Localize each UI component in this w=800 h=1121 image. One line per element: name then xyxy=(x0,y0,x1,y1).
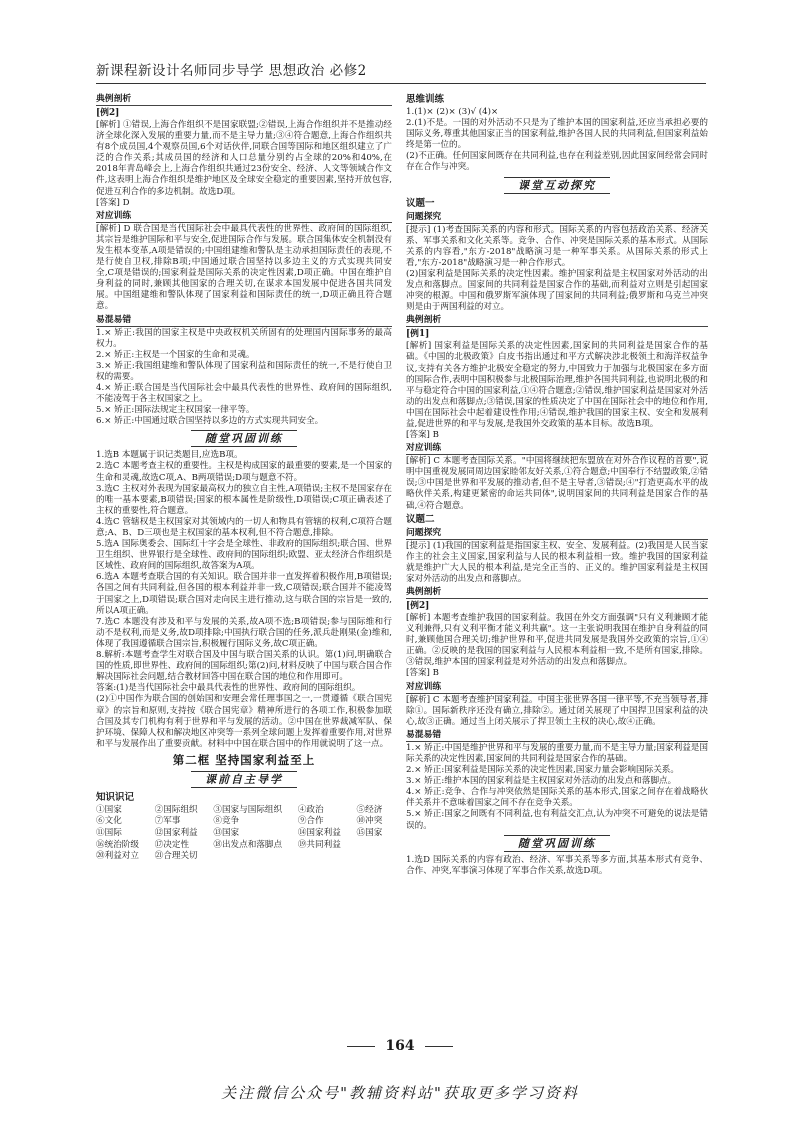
grid-cell: ⑪国际 xyxy=(96,828,122,839)
grid-cell xyxy=(357,851,393,863)
grid-cell: ⑰决定性 xyxy=(154,839,190,850)
list-item: 8.解析:本题考查学生对联合国及中国与联合国关系的认识。第(1)问,明确联合国的性质,即世界性、政府间的国际组织;第(2)问,材料反映了中国与联合国合作解决国际社会问题,结合教材回答中国在联合国的地位和作用即可。 xyxy=(96,650,392,683)
grid-cell: ⑥文化 xyxy=(96,816,122,827)
list-item: 5.× 矫正:国家之间既有不同利益,也有利益交汇点,认为冲突不可避免的说法是错误的。 xyxy=(406,809,708,831)
list-item: 1.选D 国际关系的内容有政治、经济、军事关系等多方面,其基本形式有竞争、合作、冲突,军事演习体现了军事合作关系,故选D项。 xyxy=(406,854,708,876)
footer-note: 关注微信公众号"教辅资料站"获取更多学习资料 xyxy=(221,1084,579,1102)
banner-text: 随堂巩固训练 xyxy=(504,835,610,852)
answer-paragraph: (2)①中国作为联合国的创始国和安理会常任理事国之一,一贯遵循《联合国宪章》的宗旨和原则,支持按《联合国宪章》精神所进行的各项工作,积极参加联合国及其专门机构有利于世界和平与发展的活动。②中国在世界裁减军队、保护环境、保障人权和解决地区冲突等一系列全球问题上发挥着重要作用,对世界和平与发展作出了重要贡献。材料中中国在联合国中的作用就说明了这一点。 xyxy=(96,694,392,749)
list-item: (2)不正确。任何国家间既存在共同利益,也存在利益差别,因此国家间经常会同时存在合作与冲突。 xyxy=(406,151,708,173)
section-label: 易混易错 xyxy=(96,314,392,327)
section-banner xyxy=(96,430,392,447)
grid-cell: ⑦军事 xyxy=(154,816,181,827)
page-header xyxy=(96,57,706,84)
section-banner xyxy=(406,835,708,852)
grid-cell xyxy=(213,851,291,863)
example-label: [例2] xyxy=(406,601,430,611)
divider xyxy=(347,1046,375,1047)
topic-heading: 议题一 xyxy=(406,197,435,209)
analysis-paragraph: [解析] C 本题考查维护国家利益。中国主张世界各国一律平等,不充当领导者,排除①。国际新秩序还没有确立,排除②。通过闭关展现了中国捍卫国家利益的决心,故③正确。通过当上闭关展示了捍卫领土主权的决心,故④正确。 xyxy=(406,694,708,727)
list-item: 2.× 矫正:主权是一个国家的生命和灵魂。 xyxy=(96,349,255,360)
section-label: 典例剖析 xyxy=(96,93,392,106)
list-item: 4.选C 管辖权是主权国家对其领域内的一切人和物具有管辖的权利,C项符合题意;A、B、D三项也是主权国家的基本权利,但不符合题意,排除。 xyxy=(96,516,392,538)
grid-cell: ⑨合作 xyxy=(297,816,324,827)
grid-cell: ⑫国家利益 xyxy=(154,828,198,839)
grid-cell: ㉑合理关切 xyxy=(154,851,198,862)
grid-cell: ⑧竞争 xyxy=(213,816,240,827)
list-item: 3.选C 主权对外表现为国家最高权力的独立自主性,A项错误;主权不是国家存在的唯一基本要素,B项错误;国家的根本属性是阶级性,D项错误;C项正确表述了主权的重要性,符合题意。 xyxy=(96,483,392,516)
grid-cell: ⑩冲突 xyxy=(356,816,383,827)
list-item: 1.× 矫正:我国的国家主权是中央政权机关所固有的处理国内国际事务的最高权力。 xyxy=(96,327,392,349)
list-item: 1.选B 本题属于识记类题目,应选B项。 xyxy=(96,450,243,461)
grid-cell: ③国家与国际组织 xyxy=(213,804,283,815)
knowledge-grid xyxy=(96,805,392,863)
grid-cell: ⑱出发点和落脚点 xyxy=(213,839,283,850)
grid-cell: ④政治 xyxy=(297,804,324,815)
list-item: 2.选C 本题考查主权的重要性。主权是构成国家的最重要的要素,是一个国家的生命和灵魂,故选C项,A、B两项错误;D项与题意不符。 xyxy=(96,461,392,483)
answer-line: [答案] D xyxy=(96,197,130,208)
grid-cell xyxy=(357,840,393,852)
section-label: 对应训练 xyxy=(406,681,708,694)
list-item: 3.× 矫正:我国组建维和警队体现了国家利益和国际责任的统一,不是行使自卫权的需要。 xyxy=(96,360,392,382)
hint-paragraph: [提示] (1)我国的国家利益是指国家主权、安全、发展利益。(2)我国是人民当家作主的社会主义国家,国家利益与人民的根本利益相一致。维护我国的国家利益就是维护广大人民的根本利益,是完全正当的、正义的。维护国家利益是主权国家对外活动的出发点和落脚点。 xyxy=(406,540,708,584)
grid-cell: ②国际组织 xyxy=(154,804,198,815)
answer-line: 答案:(1)是当代国际社会中最具代表性的世界性、政府间的国际组织。 xyxy=(96,683,361,694)
list-item: 6.× 矫正:中国通过联合国坚持以多边的方式实现共同安全。 xyxy=(96,416,324,427)
list-item: 4.× 矫正:联合国是当代国际社会中最具代表性的世界性、政府间的国际组织,不能凌驾于各主权国家之上。 xyxy=(96,382,392,405)
section-label: 对应训练 xyxy=(96,210,392,223)
banner-text: 课前自主导学 xyxy=(191,771,297,788)
analysis-paragraph: [解析] 本题考查维护我国的国家利益。我国在外交方面强调"只有义利兼顾才能义利兼得,只有义利平衡才能义利共赢"。这一主张说明我国在维护自身利益的同时,兼顾他国合理关切;维护世界和平,促进共同发展是我国外交政策的宗旨,①④正确。②反映的是我国的国家利益与人民根本利益相一致,不是所有国家,排除。③错误,维护本国的国家利益是对外活动的出发点和落脚点。 xyxy=(406,613,708,668)
divider xyxy=(425,1046,453,1047)
page-number xyxy=(0,1038,800,1054)
topic-heading: 议题二 xyxy=(406,513,435,525)
knowledge-heading: 知识识记 xyxy=(96,791,135,803)
list-item: 5.× 矫正:国际法规定主权国家一律平等。 xyxy=(96,405,255,416)
grid-cell: ⑬国家 xyxy=(213,828,240,839)
grid-cell: ⑳利益对立 xyxy=(96,851,139,862)
grid-cell: ①国家 xyxy=(96,804,122,815)
section-label: 易混易错 xyxy=(406,729,708,742)
list-item: 4.× 矫正:竞争、合作与冲突依然是国际关系的基本形式,国家之间存在着战略伙伴关系并不意味着国家之间不存在竞争关系。 xyxy=(406,787,708,809)
list-item: 2.× 矫正:国家利益是国际关系的决定性因素,国家力量会影响国际关系。 xyxy=(406,765,679,776)
list-item: 6.选A 本题考查联合国的有关知识。联合国并非一直发挥着积极作用,B项错误;各国之间有共同利益,但各国的根本利益并非一致,C项错误;联合国并不能凌驾于国家之上,D项错误;联合国对走向民主进行推动,这与联合国的宗旨是一致的,所以A项正确。 xyxy=(96,572,392,616)
header-title: 新课程新设计名师同步导学 思想政治 必修2 xyxy=(96,63,367,79)
grid-cell: ⑭国家利益 xyxy=(297,828,341,839)
list-item: 7.选C 本题没有涉及和平与发展的关系,故A项不选;B项错误;参与国际维和行动不是权利,而是义务,故D项排除;中国执行联合国的任务,派兵赴刚果(金)维和,体现了我国遵循联合国宗旨,积极履行国际义务,故C项正确。 xyxy=(96,616,392,649)
banner-text: 随堂巩固训练 xyxy=(191,430,297,447)
banner-text: 课堂互动探究 xyxy=(504,177,610,194)
section-label: 对应训练 xyxy=(406,442,708,455)
grid-cell: ⑯统治阶级 xyxy=(96,839,139,850)
analysis-paragraph: [解析] C 本题考查国际关系。"中国将继续把东盟放在对外合作议程的首要",说明中国重视发展同周边国家睦邻友好关系,①符合题意;中国奉行不结盟政策,②错误;③中国是世界和平发展的推动者,但不是主导者,③错误;④"打造更高水平的战略伙伴关系,构建更紧密的命运共同体",说明国家间的共同利益是国家合作的基础,④符合题意。 xyxy=(406,456,708,511)
analysis-paragraph: [解析] D 联合国是当代国际社会中最具代表性的世界性、政府间的国际组织,其宗旨是维护国际和平与安全,促进国际合作与发展。联合国集体安全机制没有发生根本变革,A项是错误的;中国组建维和警队是主动承担国际责任的表现,不是行使自卫权,排除B项;中国通过联合国坚持以多边主义的方式实现共同安全,C项是错误的;国家利益是国际关系的决定性因素,D项正确。中国在维护自身利益的同时,兼顾其他国家的合理关切,在谋求本国发展中促进各国共同发展。中国组建维和警队体现了国家利益和国际责任的统一,D项正确且符合题意。 xyxy=(96,223,392,312)
answer-line: [答案] B xyxy=(406,430,439,441)
grid-cell: ⑤经济 xyxy=(356,804,383,815)
section-label: 典例剖析 xyxy=(406,314,708,327)
grid-cell: ⑲共同利益 xyxy=(297,839,341,850)
page-number-text: 164 xyxy=(385,1038,415,1054)
section-banner xyxy=(406,177,708,194)
list-item: 5.选A 国际奥委会、国际红十字会是全球性、非政府的国际组织;联合国、世界卫生组织、世界银行是全球性、政府间的国际组织;欧盟、亚太经济合作组织是区域性、政府间的国际组织,故答案为A项。 xyxy=(96,539,392,572)
section-label: 问题探究 xyxy=(406,211,708,224)
hint-paragraph: [提示] (1)考查国际关系的内容和形式。国际关系的内容包括政治关系、经济关系、军事关系和文化关系等。竞争、合作、冲突是国际关系的基本形式。从国际关系的内容看,"东方-2018"战略演习是一种军事关系。从国际关系的形式上看,"东方-2018"战略演习是一种合作形式。 xyxy=(406,224,708,268)
grid-cell xyxy=(298,851,351,863)
section-heading: 思维训练 xyxy=(406,94,445,105)
left-column xyxy=(96,92,392,863)
section-label: 典例剖析 xyxy=(406,586,708,599)
section-banner xyxy=(96,771,392,788)
example-label: [例2] xyxy=(96,108,120,118)
list-item: 2.(1)不是。一国的对外活动不只是为了维护本国的国家利益,还应当承担必要的国际义务,尊重其他国家正当的国家利益,维护各国人民的共同利益,但国家利益始终是第一位的。 xyxy=(406,118,708,151)
analysis-paragraph: [解析] 国家利益是国际关系的决定性因素,国家间的共同利益是国家合作的基础。《中国的北极政策》白皮书指出通过和平方式解决涉北极领土和海洋权益争议,支持有关各方维护北极安全稳定的努力,中国致力于加强与北极国家在多方面的国际合作,表明中国积极参与北极国际治理,维护各国共同利益,也说明北极的和平与稳定符合中国的国家利益,①④符合题意;②错误,维护国家利益是国家对外活动的出发点和落脚点;③错误,国家的性质决定了中国在国际社会中的地位和作用,中国在国际社会中起着建设性作用;④错误,维护我国的国家主权、安全和发展利益,促进世界的和平与发展,是我国外交政策的基本目标。故选B项。 xyxy=(406,341,708,429)
lesson-title: 第二框 坚持国家利益至上 xyxy=(172,752,316,767)
list-item: 1.× 矫正:中国是维护世界和平与发展的重要力量,而不是主导力量;国家利益是国际关系的决定性因素,国家间的共同利益是国家合作的基础。 xyxy=(406,742,708,764)
hint-paragraph: (2)国家利益是国际关系的决定性因素。维护国家利益是主权国家对外活动的出发点和落脚点。国家间的共同利益是国家合作的基础,而利益对立则是引起国家冲突的根源。中国和俄罗斯军演体现了国家间的共同利益;俄罗斯和乌克兰冲突则是由于两国利益的对立。 xyxy=(406,268,708,313)
grid-cell: ⑮国家 xyxy=(356,828,383,839)
analysis-paragraph: [解析] ①错误,上海合作组织不是国家联盟;②错误,上海合作组织并不是推动经济全球化深入发展的重要力量,而不是主导力量;③④符合题意,上海合作组织共有8个成员国,4个观察员国,6个对话伙伴,同联合国等国际和地区组织建立了广泛的合作关系;其成员国的经济和人口总量分别约占全球的20%和40%,在2018年青岛峰会上,上海合作组织共通过23份安全、经济、人文等领域合作文件,这表明上海合作组织是维护地区及全球安全稳定的重要因素,坚持开放包容,促进互利合作的多边机制。故选D项。 xyxy=(96,120,392,197)
right-column xyxy=(406,92,708,877)
example-label: [例1] xyxy=(406,329,430,340)
list-item: 3.× 矫正:维护本国的国家利益是主权国家对外活动的出发点和落脚点。 xyxy=(406,776,677,787)
section-label: 问题探究 xyxy=(406,527,708,540)
list-item: 1.(1)× (2)× (3)√ (4)× xyxy=(406,107,499,117)
answer-line: [答案] B xyxy=(406,668,439,679)
